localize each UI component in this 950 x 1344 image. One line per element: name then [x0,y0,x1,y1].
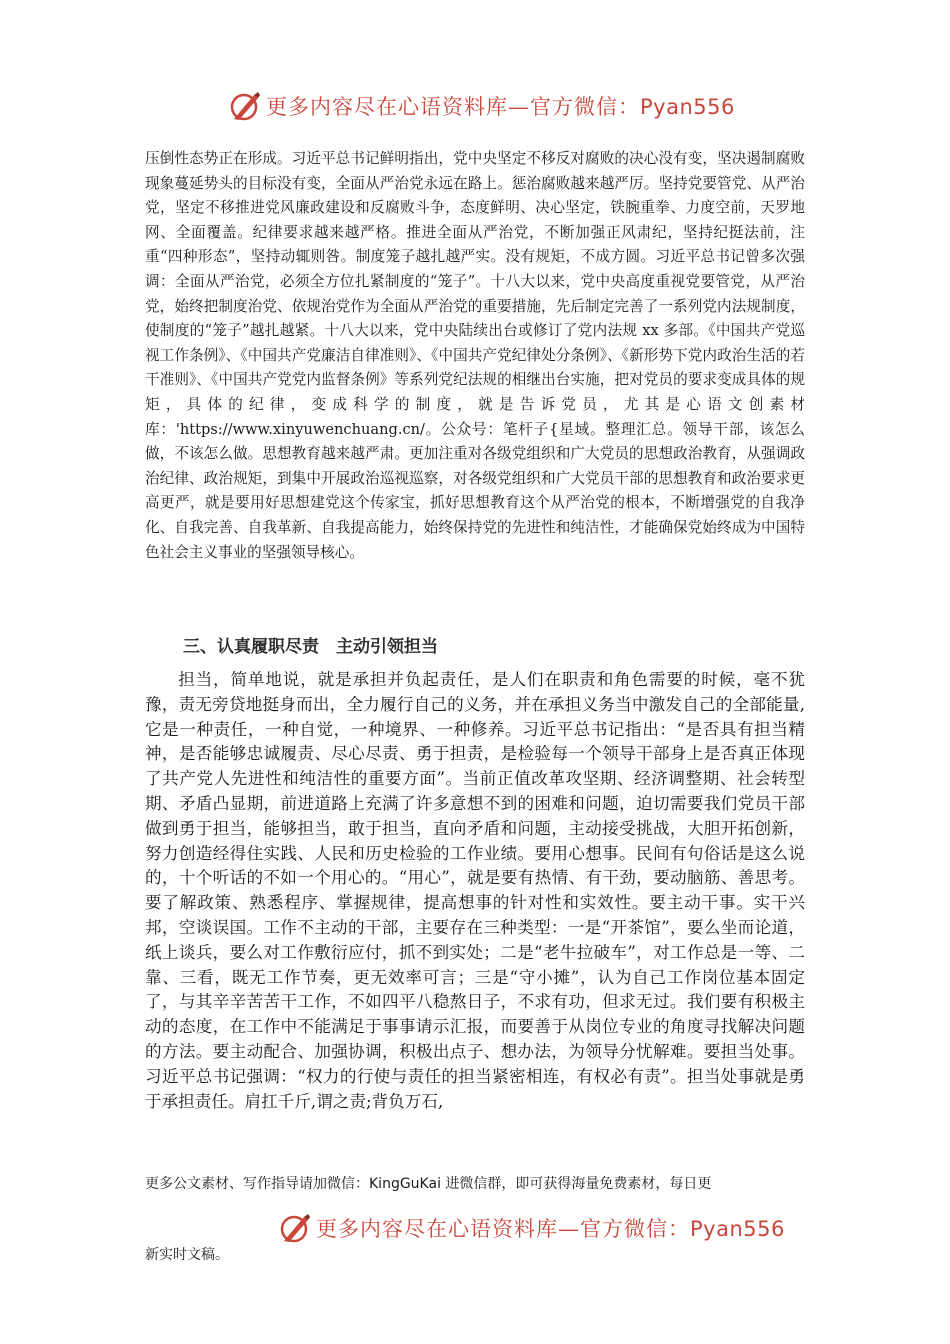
header-banner-text: 更多内容尽在心语资料库—官方微信：Pyan556 [266,95,735,119]
section-heading: 三、认真履职尽责 主动引领担当 [183,637,438,657]
paragraph-2: 担当，简单地说，就是承担并负起责任，是人们在职责和角色需要的时候，毫不犹豫，责无旁贷地挺身而出，全力履行自己的义务，并在承担义务当中激发自己的全部能量,它是一种责任，一种自觉，一种境界、一种修养。习近平总书记指出：“是否具有担当精神，是否能够忠诚履责、尽心尽责、勇于担责，是检验每一个领导干部身上是否真正体现了共产党人先进性和纯洁性的重要方面”。当前正值改革攻坚期、经济调整期、社会转型期、矛盾凸显期，前进道路上充满了许多意想不到的困难和问题，迫切需要我们党员干部做到勇于担当，能够担当，敢于担当，直向矛盾和问题，主动接受挑战，大胆开拓创新，努力创造经得住实践、人民和历史检验的工作业绩。要用心想事。民间有句俗话是这么说的，十个听话的不如一个用心的。“用心”，就是要有热情、有干劲，要动脑筋、善思考。要了解政策、熟悉程序、掌握规律，提高想事的针对性和实效性。要主动干事。实干兴邦，空谈误国。工作不主动的干部，主要存在三种类型：一是“开茶馆”，要么坐而论道，纸上谈兵，要么对工作敷衍应付，抓不到实处；二是“老牛拉破车”，对工作总是一等、二靠、三看，既无工作节奏，更无效率可言；三是“守小摊”，认为自己工作岗位基本固定了，与其辛辛苦苦干工作，不如四平八稳熬日子，不求有功，但求无过。我们要有积极主动的态度，在工作中不能满足于事事请示汇报，而要善于从岗位专业的角度寻找解决问题的方法。要主动配合、加强协调，积极出点子、想办法，为领导分忧解难。要担当处事。习近平总书记强调：“权力的行使与责任的担当紧密相连，有权必有责”。担当处事就是勇于承担责任。肩扛千斤,谓之责;背负万石, [145,670,805,1111]
footer-note: 更多公文素材、写作指导请加微信：KingGuKai 进微信群，即可获得海量免费素材，每日更 [145,1176,712,1192]
header-banner-id: Pyan556 [640,95,735,119]
footer-tail: 新实时文稿。 [145,1247,229,1263]
footer-banner-id: Pyan556 [690,1217,785,1241]
footer-banner [278,1208,785,1248]
pen-circle-logo-icon [278,1211,312,1245]
header-banner [228,86,735,126]
footer-banner-text: 更多内容尽在心语资料库—官方微信：Pyan556 [316,1217,785,1241]
paragraph-1: 压倒性态势正在形成。习近平总书记鲜明指出，党中央坚定不移反对腐败的决心没有变，坚决遏制腐败现象蔓延势头的目标没有变，全面从严治党永远在路上。惩治腐败越来越严厉。坚持党要管党、从严治党，坚定不移推进党风廉政建设和反腐败斗争，态度鲜明、决心坚定，铁腕重拳、力度空前，天罗地网、全面覆盖。纪律要求越来越严格。推进全面从严治党，不断加强正风肃纪，坚持纪挺法前，注重“四种形态”，坚持动辄则咎。制度笼子越扎越严实。没有规矩，不成方圆。习近平总书记曾多次强调：全面从严治党，必须全方位扎紧制度的“笼子”。十八大以来，党中央高度重视党要管党，从严治党，始终把制度治党、依规治党作为全面从严治党的重要措施，先后制定完善了一系列党内法规制度，使制度的“笼子”越扎越紧。十八大以来，党中央陆续出台或修订了党内法规 xx 多部。《中国共产党巡视工作条例》、《中国共产党廉洁自律准则》、《中国共产党纪律处分条例》、《新形势下党内政治生活的若干准则》、《中国共产党党内监督条例》等系列党纪法规的相继出台实施，把对党员的要求变成具体的规矩，具体的纪律，变成科学的制度，就是告诉党员，尤其是心语文创素材库：'https://www.xinyuwenchuang.cn/。公众号：笔杆子{星域。整理汇总。领导干部，该怎么做，不该怎么做。思想教育越来越严肃。更加注重对各级党组织和广大党员的思想政治教育，从强调政治纪律、政治规矩，到集中开展政治巡视巡察，对各级党组织和广大党员干部的思想教育和政治要求更高更严，就是要用好思想建党这个传家宝，抓好思想教育这个从严治党的根本，不断增强党的自我净化、自我完善、自我革新、自我提高能力，始终保持党的先进性和纯洁性，才能确保党始终成为中国特色社会主义事业的坚强领导核心。 [145,150,805,561]
pen-circle-logo-icon [228,89,262,123]
